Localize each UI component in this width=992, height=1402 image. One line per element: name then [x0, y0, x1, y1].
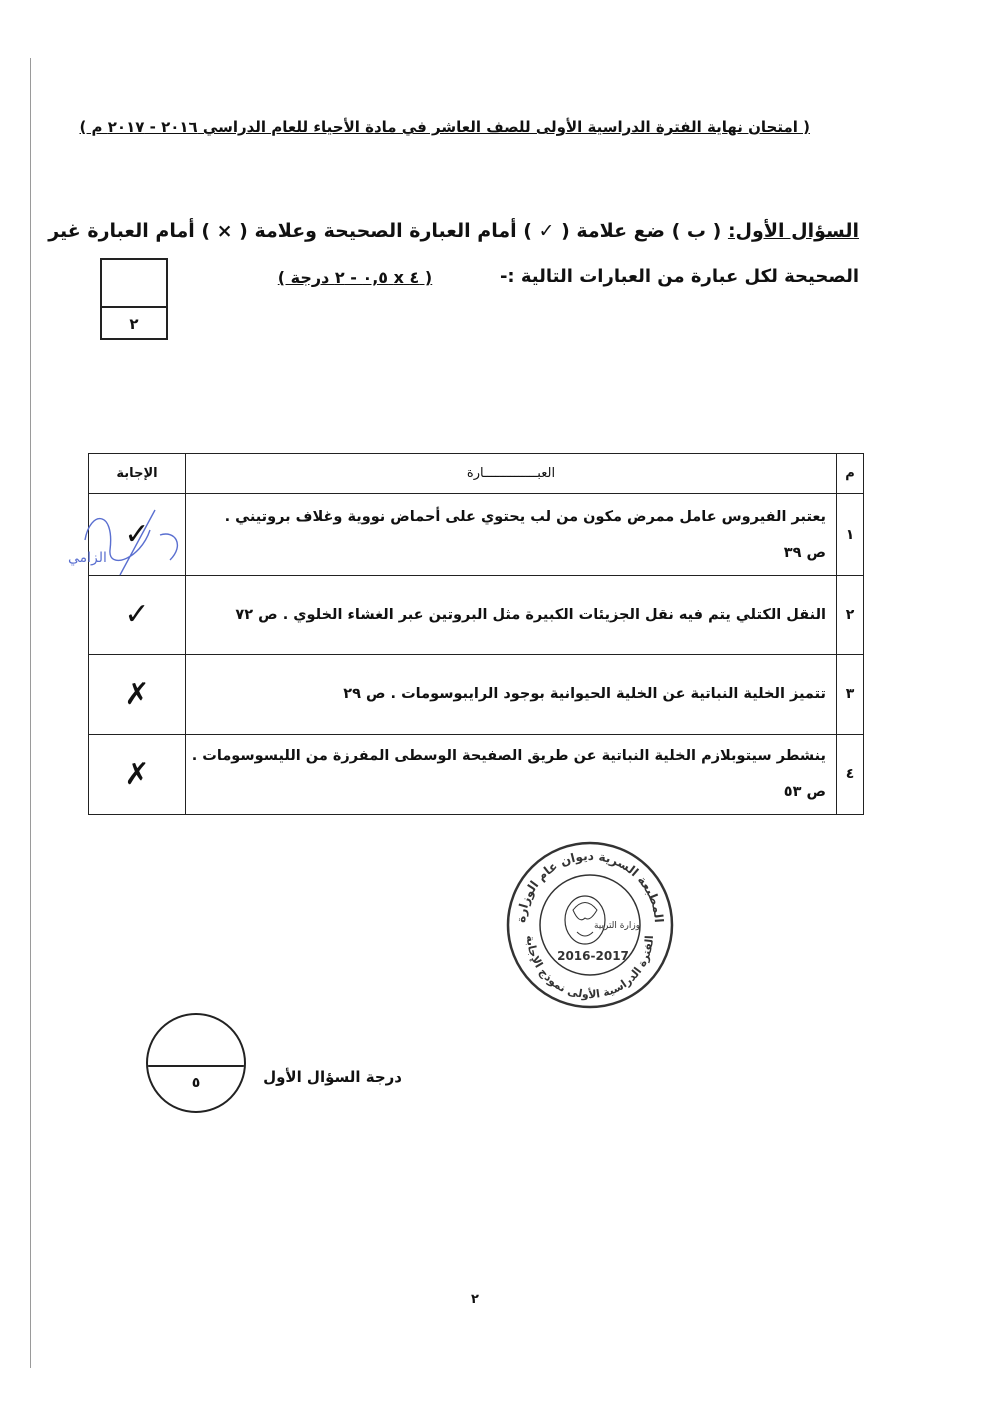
- row-statement: [186, 734, 837, 814]
- exam-title: ( امتحان نهاية الفترة الدراسية الأولى للصف العاشر في مادة الأحياء للعام الدراسي ٢٠١٦ - ٢٠١٧ م ): [79, 118, 810, 136]
- row-answer: [89, 734, 186, 814]
- row-number: ٤: [837, 734, 864, 814]
- check-icon: ✓: [124, 597, 150, 633]
- table-row: [89, 654, 864, 734]
- stamp-year: 2016-2017: [557, 949, 629, 963]
- official-stamp: [505, 840, 675, 1010]
- header-answer: الإجابة: [89, 454, 186, 494]
- row-answer: [89, 654, 186, 734]
- question-instruction-line2: الصحيحة لكل عبارة من العبارات التالية :-: [499, 266, 859, 287]
- score-box: [100, 258, 168, 340]
- row-number: ٣: [837, 654, 864, 734]
- grade-circle: [146, 1013, 246, 1113]
- row-statement: [186, 576, 837, 654]
- score-box-value: ٢: [129, 315, 139, 333]
- handwritten-note: الزامي: [68, 550, 107, 566]
- stamp-outer-text: المطبعة السرية ديوان عام الوزارة: [513, 848, 666, 924]
- header-statement: العبــــــــــــــارة: [186, 454, 837, 494]
- grade-label: درجة السؤال الأول: [263, 1068, 402, 1086]
- question-heading: السؤال الأول:: [727, 220, 859, 242]
- row-number: ١: [837, 494, 864, 576]
- statement-ref: ص ٥٣: [783, 784, 826, 801]
- grade-divider: [148, 1065, 244, 1067]
- header-num: م: [837, 454, 864, 494]
- question-instruction: ( ب ) ضع علامة ( ✓ ) أمام العبارة الصحيحة وعلامة ( × ) أمام العبارة غير: [48, 220, 722, 242]
- statement-text: يعتبر الفيروس عامل ممرض مكون من لب يحتوي على أحماض نووية وغلاف بروتيني .: [224, 508, 826, 525]
- check-icon: ✓: [124, 517, 150, 553]
- question-points: ( ٤ x ٠,٥ - ٢ درجة ): [277, 268, 433, 287]
- cross-icon: ✗: [124, 676, 150, 712]
- stamp-inner-text: وزارة التربية: [593, 921, 641, 931]
- page-number: ٢: [471, 1292, 479, 1307]
- table-row: [89, 494, 864, 576]
- statement-text: تتميز الخلية النباتية عن الخلية الحيوانية بوجود الرايبوسومات . ص ٢٩: [343, 686, 826, 703]
- cross-icon: ✗: [124, 756, 150, 792]
- statement-text: النقل الكتلي يتم فيه نقل الجزيئات الكبيرة مثل البروتين عبر الغشاء الخلوي . ص ٧٢: [235, 606, 826, 623]
- table-row: [89, 576, 864, 654]
- grade-value: ٥: [191, 1075, 201, 1091]
- question-instruction-line1: [48, 220, 859, 242]
- answer-table: [88, 453, 864, 815]
- table-header-row: [89, 454, 864, 494]
- emblem-icon: [565, 896, 605, 944]
- row-statement: [186, 654, 837, 734]
- row-statement: [186, 494, 837, 576]
- margin-line: [30, 58, 31, 1368]
- row-number: ٢: [837, 576, 864, 654]
- score-box-empty: [102, 260, 166, 308]
- statement-ref: ص ٣٩: [783, 544, 826, 561]
- table-row: [89, 734, 864, 814]
- stamp-bottom-text: الفترة الدراسية الأولى نموذج الإجابة: [523, 934, 657, 1002]
- statement-text: ينشطر سيتوبلازم الخلية النباتية عن طريق الصفيحة الوسطى المفرزة من الليسوسومات .: [191, 748, 826, 765]
- handwritten-annotation: [60, 490, 200, 590]
